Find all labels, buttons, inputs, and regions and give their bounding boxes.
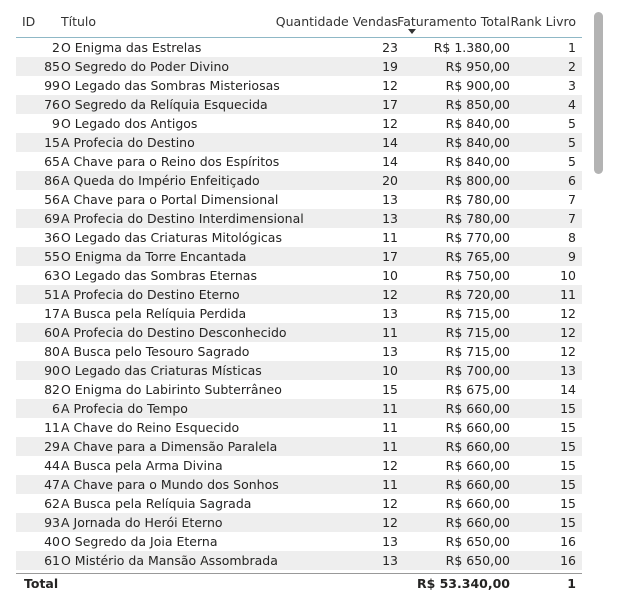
table-row[interactable] xyxy=(16,209,582,228)
cell-qty: 13 xyxy=(382,344,398,359)
cell-rank: 8 xyxy=(568,230,576,245)
total-revenue: R$ 53.340,00 xyxy=(416,576,510,591)
table-row[interactable] xyxy=(16,171,582,190)
cell-revenue: R$ 1.380,00 xyxy=(433,40,510,55)
table-row[interactable] xyxy=(16,285,582,304)
cell-revenue: R$ 660,00 xyxy=(445,515,510,530)
cell-qty: 20 xyxy=(382,173,398,188)
table-body xyxy=(16,38,582,572)
cell-revenue: R$ 660,00 xyxy=(445,401,510,416)
cell-qty: 12 xyxy=(382,515,398,530)
cell-id: 99 xyxy=(44,78,60,93)
table-row[interactable] xyxy=(16,38,582,57)
cell-id: 9 xyxy=(52,116,60,131)
table-row[interactable] xyxy=(16,532,582,551)
cell-title: A Busca pela Arma Divina xyxy=(61,458,223,473)
cell-qty: 14 xyxy=(382,135,398,150)
table-row[interactable] xyxy=(16,570,582,572)
cell-qty: 11 xyxy=(382,439,398,454)
cell-id: 55 xyxy=(44,249,60,264)
table-row[interactable] xyxy=(16,361,582,380)
cell-revenue: R$ 900,00 xyxy=(445,78,510,93)
cell-title xyxy=(61,570,208,572)
cell-qty: 13 xyxy=(382,211,398,226)
cell-id: 65 xyxy=(44,154,60,169)
cell-revenue: R$ 800,00 xyxy=(445,173,510,188)
cell-title: A Profecia do Destino Interdimensional xyxy=(61,211,304,226)
cell-title: A Chave para a Dimensão Paralela xyxy=(61,439,278,454)
cell-id: 82 xyxy=(44,382,60,397)
cell-id: 85 xyxy=(44,59,60,74)
cell-title: A Jornada do Herói Eterno xyxy=(61,515,223,530)
cell-qty: 15 xyxy=(382,382,398,397)
cell-qty: 13 xyxy=(382,306,398,321)
cell-rank: 1 xyxy=(568,40,576,55)
cell-title: A Chave para o Mundo dos Sonhos xyxy=(61,477,279,492)
table-row[interactable] xyxy=(16,190,582,209)
cell-qty: 17 xyxy=(382,249,398,264)
table-row[interactable] xyxy=(16,437,582,456)
cell-id: 61 xyxy=(44,553,60,568)
cell-revenue: R$ 950,00 xyxy=(445,59,510,74)
table-row[interactable] xyxy=(16,418,582,437)
cell-qty: 14 xyxy=(382,154,398,169)
cell-qty: 17 xyxy=(382,97,398,112)
cell-qty: 12 xyxy=(382,287,398,302)
table-row[interactable] xyxy=(16,513,582,532)
table-row[interactable] xyxy=(16,494,582,513)
cell-rank: 14 xyxy=(560,382,576,397)
cell-rank: 2 xyxy=(568,59,576,74)
cell-revenue: R$ 840,00 xyxy=(445,135,510,150)
cell-revenue: R$ 715,00 xyxy=(445,325,510,340)
cell-qty: 11 xyxy=(382,420,398,435)
cell-qty: 13 xyxy=(382,192,398,207)
cell-title: A Queda do Império Enfeitiçado xyxy=(61,173,260,188)
cell-id: 11 xyxy=(44,420,60,435)
cell-id: 2 xyxy=(52,40,60,55)
cell-rank: 12 xyxy=(560,325,576,340)
table-row[interactable] xyxy=(16,133,582,152)
cell-id: 17 xyxy=(44,306,60,321)
table-row[interactable] xyxy=(16,380,582,399)
cell-id: 93 xyxy=(44,515,60,530)
cell-revenue: R$ 660,00 xyxy=(445,458,510,473)
cell-title: A Profecia do Tempo xyxy=(61,401,188,416)
cell-id: 29 xyxy=(44,439,60,454)
cell-id: 44 xyxy=(44,458,60,473)
cell-rank: 6 xyxy=(568,173,576,188)
cell-rank: 15 xyxy=(560,477,576,492)
cell-rank: 15 xyxy=(560,439,576,454)
table-row[interactable] xyxy=(16,456,582,475)
table-row[interactable] xyxy=(16,57,582,76)
cell-title: A Chave para o Reino dos Espíritos xyxy=(61,154,280,169)
column-header-qty[interactable]: Quantidade Vendas xyxy=(275,14,398,29)
cell-id: 60 xyxy=(44,325,60,340)
cell-title: O Legado dos Antigos xyxy=(61,116,198,131)
table-row[interactable] xyxy=(16,323,582,342)
total-label: Total xyxy=(24,576,59,591)
cell-rank: 15 xyxy=(560,515,576,530)
cell-id: 90 xyxy=(44,363,60,378)
cell-revenue: R$ 780,00 xyxy=(445,211,510,226)
cell-title: A Chave para o Portal Dimensional xyxy=(61,192,279,207)
table-row[interactable] xyxy=(16,76,582,95)
cell-title: O Legado das Sombras Misteriosas xyxy=(61,78,280,93)
cell-id xyxy=(44,570,60,572)
cell-id: 6 xyxy=(52,401,60,416)
cell-rank: 5 xyxy=(568,154,576,169)
column-header-title[interactable]: Título xyxy=(61,14,97,29)
cell-rank: 15 xyxy=(560,401,576,416)
cell-rank: 5 xyxy=(568,116,576,131)
table-row[interactable] xyxy=(16,247,582,266)
cell-qty xyxy=(382,570,398,572)
cell-revenue: R$ 660,00 xyxy=(445,496,510,511)
table-row[interactable] xyxy=(16,114,582,133)
cell-qty: 12 xyxy=(382,78,398,93)
cell-title: O Enigma do Labirinto Subterrâneo xyxy=(61,382,282,397)
cell-revenue: R$ 675,00 xyxy=(445,382,510,397)
cell-qty: 10 xyxy=(382,363,398,378)
table-total-row xyxy=(16,573,582,595)
cell-id: 56 xyxy=(44,192,60,207)
table-header xyxy=(16,6,582,38)
cell-revenue: R$ 780,00 xyxy=(445,192,510,207)
cell-rank: 16 xyxy=(560,553,576,568)
cell-revenue: R$ 840,00 xyxy=(445,154,510,169)
column-header-id[interactable]: ID xyxy=(22,14,36,29)
cell-title: O Segredo da Joia Eterna xyxy=(61,534,218,549)
cell-qty: 10 xyxy=(382,268,398,283)
cell-qty: 13 xyxy=(382,553,398,568)
cell-rank: 10 xyxy=(560,268,576,283)
cell-qty: 12 xyxy=(382,496,398,511)
cell-rank: 9 xyxy=(568,249,576,264)
cell-id: 80 xyxy=(44,344,60,359)
cell-id: 62 xyxy=(44,496,60,511)
cell-revenue: R$ 660,00 xyxy=(445,420,510,435)
cell-revenue: R$ 840,00 xyxy=(445,116,510,131)
cell-title: O Segredo da Relíquia Esquecida xyxy=(61,97,268,112)
cell-revenue: R$ 850,00 xyxy=(445,97,510,112)
cell-id: 47 xyxy=(44,477,60,492)
cell-revenue: R$ 715,00 xyxy=(445,306,510,321)
cell-id: 51 xyxy=(44,287,60,302)
sort-descending-icon xyxy=(408,29,416,34)
cell-revenue: R$ 770,00 xyxy=(445,230,510,245)
cell-id: 15 xyxy=(44,135,60,150)
cell-rank: 12 xyxy=(560,306,576,321)
table-row[interactable] xyxy=(16,228,582,247)
cell-title: A Busca pela Relíquia Perdida xyxy=(61,306,247,321)
cell-rank: 7 xyxy=(568,192,576,207)
cell-revenue: R$ 765,00 xyxy=(445,249,510,264)
cell-rank: 5 xyxy=(568,135,576,150)
cell-title: A Busca pela Relíquia Sagrada xyxy=(61,496,252,511)
cell-revenue: R$ 650,00 xyxy=(445,553,510,568)
cell-id: 76 xyxy=(44,97,60,112)
cell-revenue: R$ 715,00 xyxy=(445,344,510,359)
cell-rank: 13 xyxy=(560,363,576,378)
cell-revenue: R$ 700,00 xyxy=(445,363,510,378)
cell-qty: 23 xyxy=(382,40,398,55)
cell-rank: 15 xyxy=(560,420,576,435)
table-row[interactable] xyxy=(16,551,582,570)
cell-revenue xyxy=(446,570,510,572)
table-row[interactable] xyxy=(16,266,582,285)
cell-title: O Enigma das Estrelas xyxy=(61,40,202,55)
cell-qty: 11 xyxy=(382,325,398,340)
cell-id: 69 xyxy=(44,211,60,226)
cell-title: A Busca pelo Tesouro Sagrado xyxy=(61,344,250,359)
cell-qty: 12 xyxy=(382,458,398,473)
cell-qty: 11 xyxy=(382,401,398,416)
cell-qty: 12 xyxy=(382,116,398,131)
table-row[interactable] xyxy=(16,304,582,323)
table-row[interactable] xyxy=(16,475,582,494)
cell-rank: 16 xyxy=(560,534,576,549)
table-row[interactable] xyxy=(16,152,582,171)
cell-id: 86 xyxy=(44,173,60,188)
cell-title: A Chave do Reino Esquecido xyxy=(61,420,240,435)
cell-rank: 15 xyxy=(560,458,576,473)
table-row[interactable] xyxy=(16,399,582,418)
cell-revenue: R$ 750,00 xyxy=(445,268,510,283)
cell-id: 63 xyxy=(44,268,60,283)
cell-title: A Profecia do Destino Desconhecido xyxy=(61,325,287,340)
cell-qty: 13 xyxy=(382,534,398,549)
cell-qty: 19 xyxy=(382,59,398,74)
cell-id: 36 xyxy=(44,230,60,245)
cell-qty: 11 xyxy=(382,230,398,245)
cell-rank: 11 xyxy=(560,287,576,302)
cell-qty: 11 xyxy=(382,477,398,492)
cell-revenue: R$ 660,00 xyxy=(445,439,510,454)
cell-title: O Mistério da Mansão Assombrada xyxy=(61,553,278,568)
cell-title: O Enigma da Torre Encantada xyxy=(61,249,247,264)
cell-rank: 4 xyxy=(568,97,576,112)
table-row[interactable] xyxy=(16,95,582,114)
cell-title: O Segredo do Poder Divino xyxy=(61,59,230,74)
total-rank: 1 xyxy=(567,576,576,591)
cell-rank: 15 xyxy=(560,496,576,511)
cell-revenue: R$ 720,00 xyxy=(445,287,510,302)
cell-rank: 12 xyxy=(560,344,576,359)
cell-title: O Legado das Sombras Eternas xyxy=(61,268,257,283)
cell-title: A Profecia do Destino xyxy=(61,135,195,150)
cell-revenue: R$ 660,00 xyxy=(445,477,510,492)
column-header-rank[interactable]: Rank Livro xyxy=(510,14,576,29)
cell-title: O Legado das Criaturas Mitológicas xyxy=(61,230,282,245)
column-header-revenue[interactable]: Faturamento Total xyxy=(397,14,510,29)
cell-id: 40 xyxy=(44,534,60,549)
cell-rank xyxy=(560,570,576,572)
scrollbar-thumb[interactable] xyxy=(594,12,603,174)
cell-title: O Legado das Criaturas Místicas xyxy=(61,363,262,378)
cell-rank: 3 xyxy=(568,78,576,93)
cell-revenue: R$ 650,00 xyxy=(445,534,510,549)
cell-rank: 7 xyxy=(568,211,576,226)
cell-title: A Profecia do Destino Eterno xyxy=(61,287,240,302)
table-row[interactable] xyxy=(16,342,582,361)
